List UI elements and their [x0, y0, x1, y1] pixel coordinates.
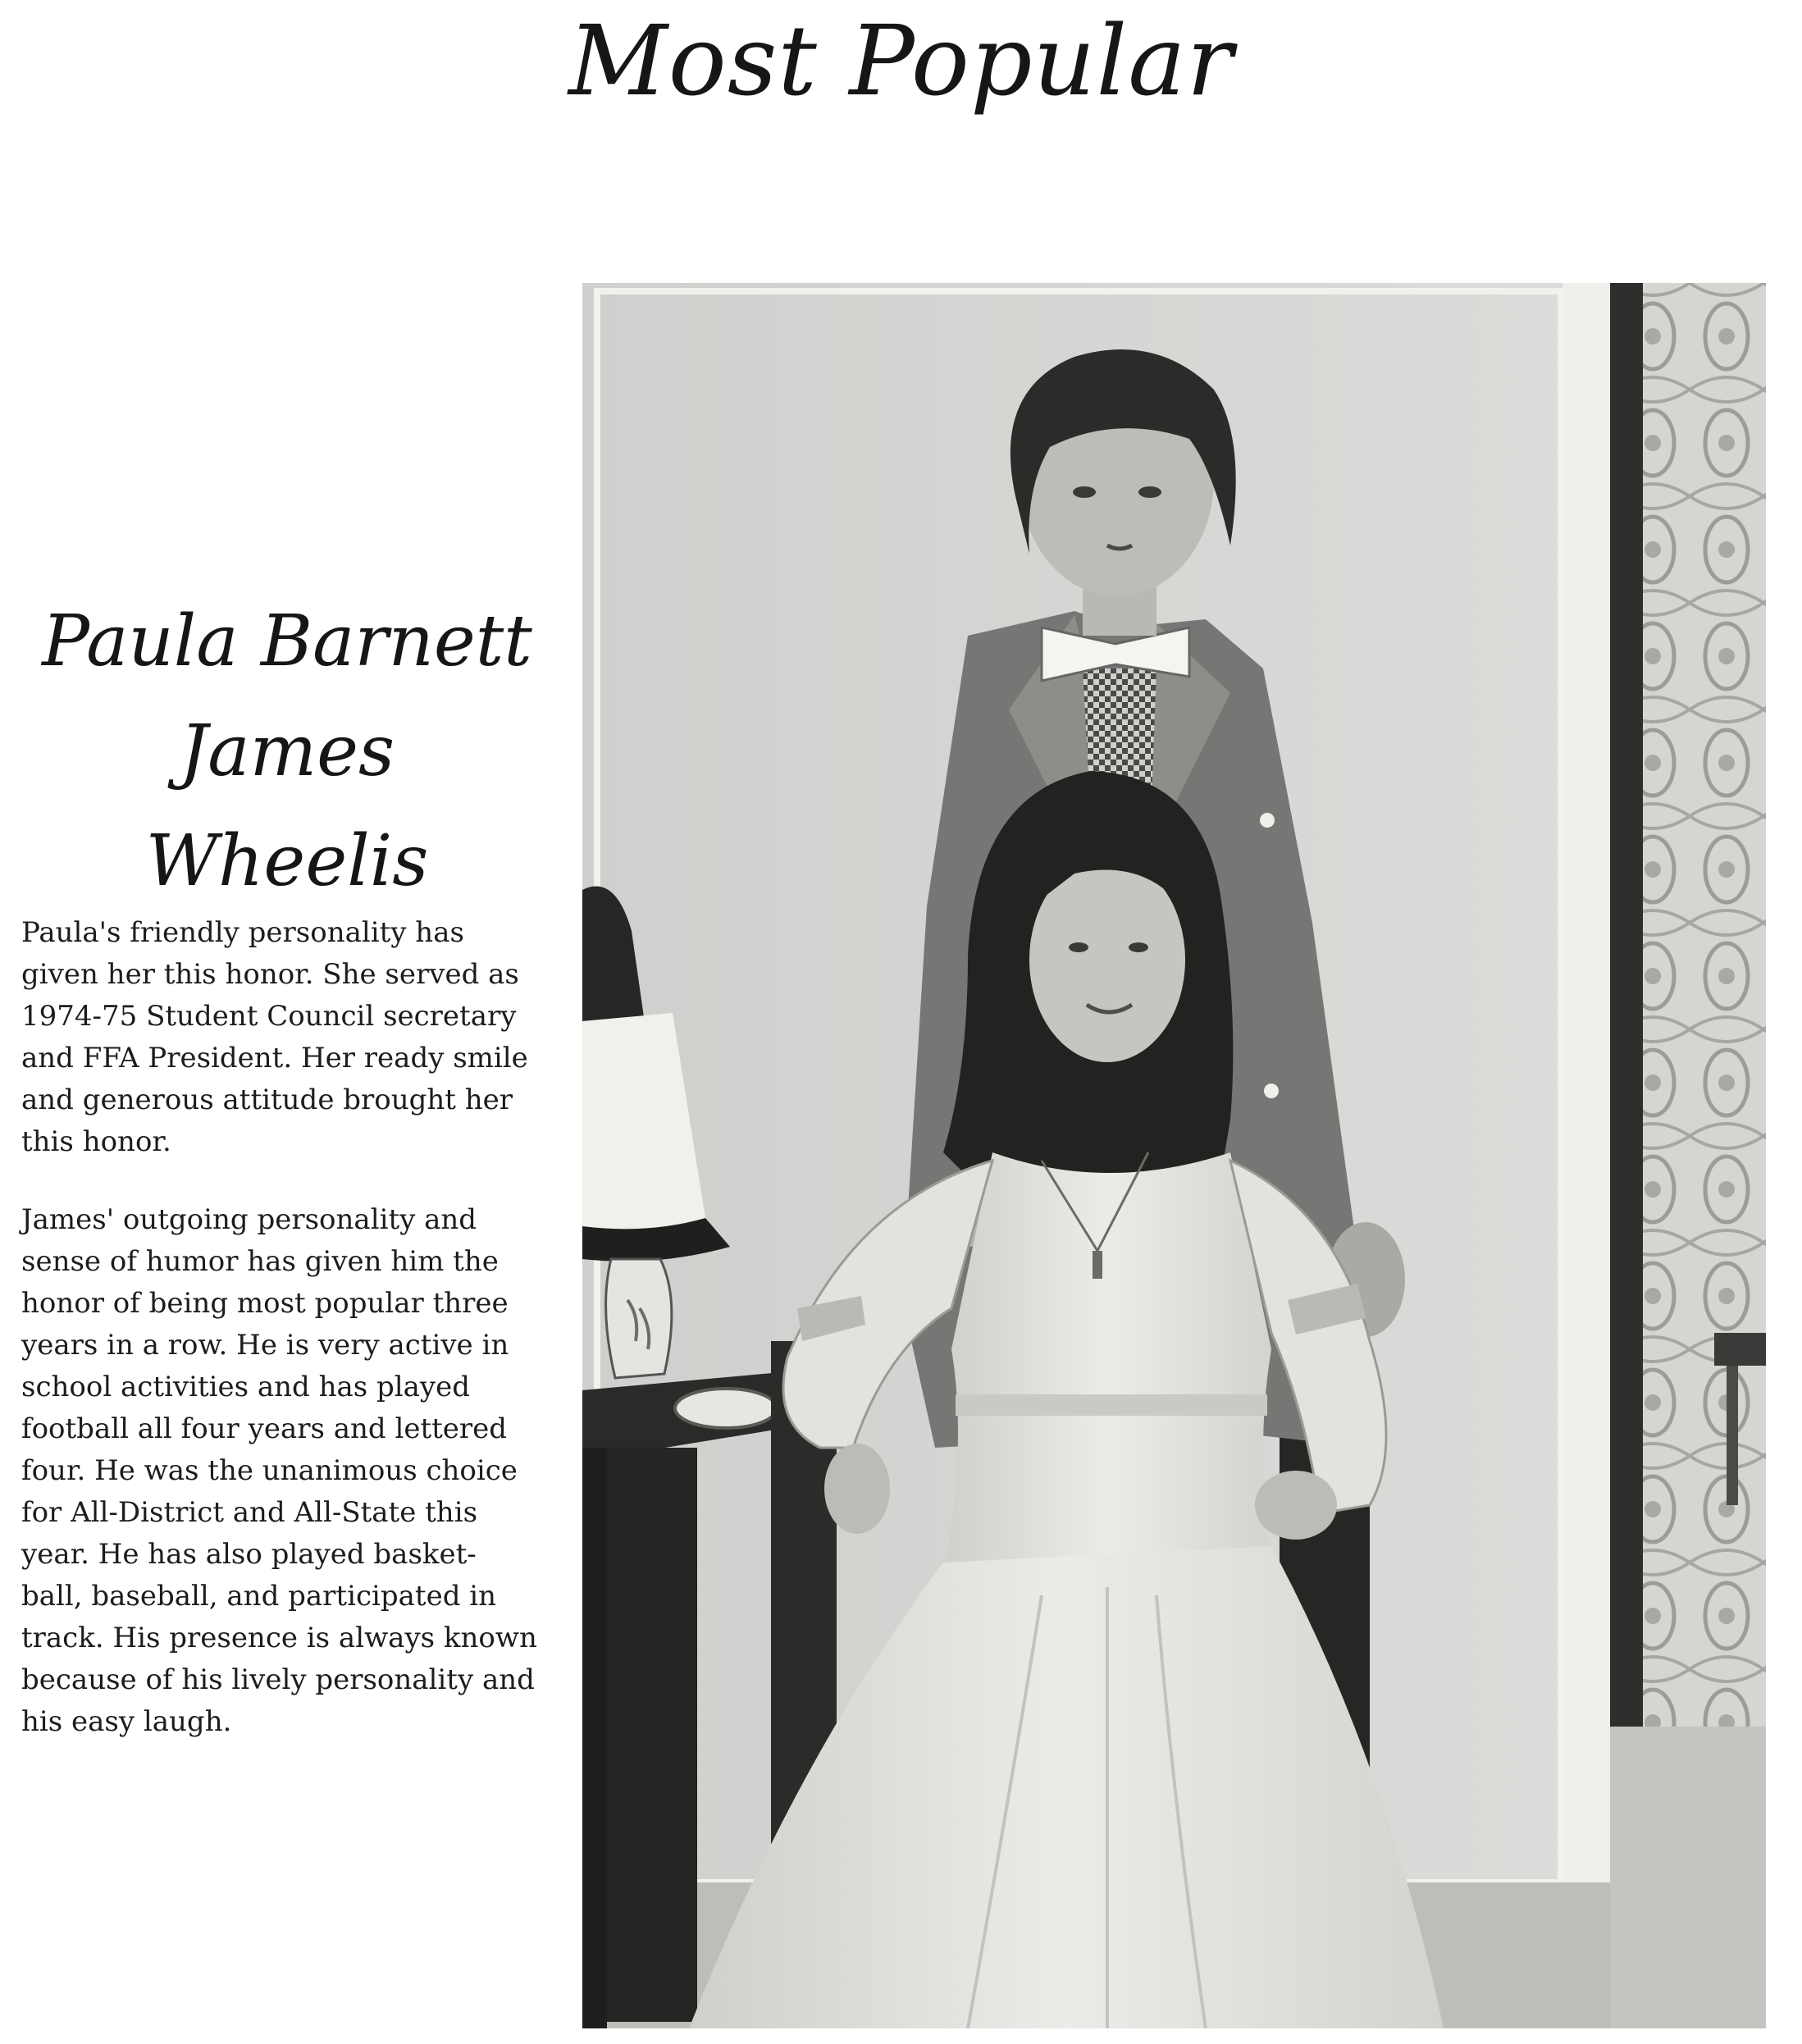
bio-paula — [21, 912, 571, 1163]
bio-line: for All-District and All-State this — [21, 1496, 478, 1529]
honoree-name-paula: Paula Barnett — [42, 600, 532, 682]
bio-line: honor of being most popular three — [21, 1287, 509, 1320]
bio-line: because of his lively personality and — [21, 1663, 535, 1696]
bio-line: year. He has also played basket- — [21, 1538, 477, 1571]
bio-line: school activities and has played — [21, 1371, 471, 1403]
honoree-names — [8, 586, 566, 916]
page-title: Most Popular — [568, 4, 1234, 117]
portrait-photo — [582, 283, 1766, 2028]
honoree-name-james-last: Wheelis — [145, 820, 429, 902]
bio-line: 1974-75 Student Council secretary — [21, 1000, 517, 1033]
bio-line: James' outgoing personality and — [21, 1203, 477, 1236]
bio-line: sense of humor has given him the — [21, 1245, 499, 1278]
bio-line: his easy laugh. — [21, 1705, 232, 1738]
bio-line: and generous attitude brought her — [21, 1084, 513, 1116]
bio-james — [21, 1199, 571, 1743]
bio-line: this honor. — [21, 1125, 171, 1158]
bio-line: ball, baseball, and participated in — [21, 1580, 497, 1613]
bio-line: given her this honor. She served as — [21, 958, 519, 991]
bio-line: track. His presence is always known — [21, 1622, 537, 1654]
portrait-illustration — [582, 283, 1766, 2028]
bio-line: and FFA President. Her ready smile — [21, 1042, 528, 1074]
bio-line: football all four years and lettered — [21, 1412, 508, 1445]
bio-line: Paula's friendly personality has — [21, 916, 464, 949]
bio-line: four. He was the unanimous choice — [21, 1454, 518, 1487]
bio-line: years in a row. He is very active in — [21, 1329, 509, 1362]
honoree-name-james-first: James — [179, 710, 395, 792]
